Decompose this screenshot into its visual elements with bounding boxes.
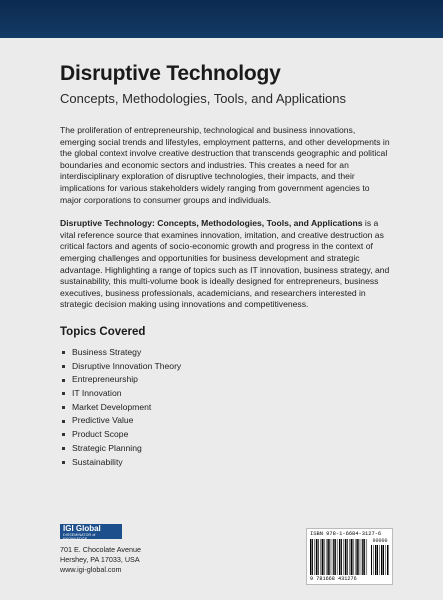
bullet-icon (62, 351, 65, 354)
topics-heading: Topics Covered (60, 325, 146, 338)
publisher-logo-tagline: DISSEMINATOR of KNOWLEDGE (63, 533, 96, 541)
topic-item: Entrepreneurship (60, 373, 390, 387)
topic-item: Predictive Value (60, 414, 390, 428)
description-paragraph-2-text: is a vital reference source that examines innovation, imitation, and creative destruction as critical factors and agents of socio-economic growth and progress in the context of emerging challenges and opportunities for business development and strategic advantage. Highlighting a range of topics such as IT innovation, business strategy, and sustainability, this multi-volume book is ideally designed for entrepreneurs, business executives, business professionals, academicians, and researchers interested in strategic decision making using innovations and competitiveness. (60, 218, 390, 310)
topic-item: IT Innovation (60, 387, 390, 401)
description-title-bold: Disruptive Technology: Concepts, Methodologies, Tools, and Applications (60, 218, 363, 229)
topic-item: Disruptive Innovation Theory (60, 360, 390, 374)
barcode-addon-number: 90000 (372, 538, 388, 544)
topic-item: Sustainability (60, 456, 390, 470)
back-cover-content (60, 62, 390, 469)
topic-item: Strategic Planning (60, 442, 390, 456)
topic-item: Product Scope (60, 428, 390, 442)
barcode-bars (310, 539, 368, 575)
publisher-address (60, 545, 141, 575)
bullet-icon (62, 365, 65, 368)
barcode-addon-bars (371, 545, 389, 575)
bullet-icon (62, 406, 65, 409)
description-paragraph-1: The proliferation of entrepreneurship, technological and business innovations, emerging social trends and lifestyles, employment patterns, and other developments in the global context involve creative destruction that transcends geographic and political boundaries and economic sectors and industries. This creates a need for an interdisciplinary exploration of disruptive technologies, their impacts, and their implications for various stakeholders widely ranging from government agencies to major corporations to consumer groups and individuals. (60, 125, 390, 205)
topic-item: Market Development (60, 401, 390, 415)
isbn-barcode (306, 528, 393, 585)
description-paragraph-2 (60, 218, 390, 311)
barcode-digits: 9 781668 431276 (310, 576, 357, 582)
bullet-icon (62, 379, 65, 382)
topics-list (60, 346, 390, 469)
bullet-icon (62, 392, 65, 395)
bullet-icon (62, 461, 65, 464)
bullet-icon (62, 447, 65, 450)
bullet-icon (62, 433, 65, 436)
isbn-number: ISBN 978-1-6684-3127-6 (310, 531, 382, 537)
publisher-logo-name: IGI Global (63, 524, 101, 533)
publisher-website: www.igi-global.com (60, 565, 122, 574)
topic-item: Business Strategy (60, 346, 390, 360)
bullet-icon (62, 420, 65, 423)
address-line-1: 701 E. Chocolate Avenue (60, 545, 141, 554)
book-subtitle: Concepts, Methodologies, Tools, and Applications (60, 91, 346, 106)
publisher-logo (60, 524, 122, 539)
book-title: Disruptive Technology (60, 62, 281, 85)
address-line-2: Hershey, PA 17033, USA (60, 555, 140, 564)
top-color-band (0, 0, 443, 38)
